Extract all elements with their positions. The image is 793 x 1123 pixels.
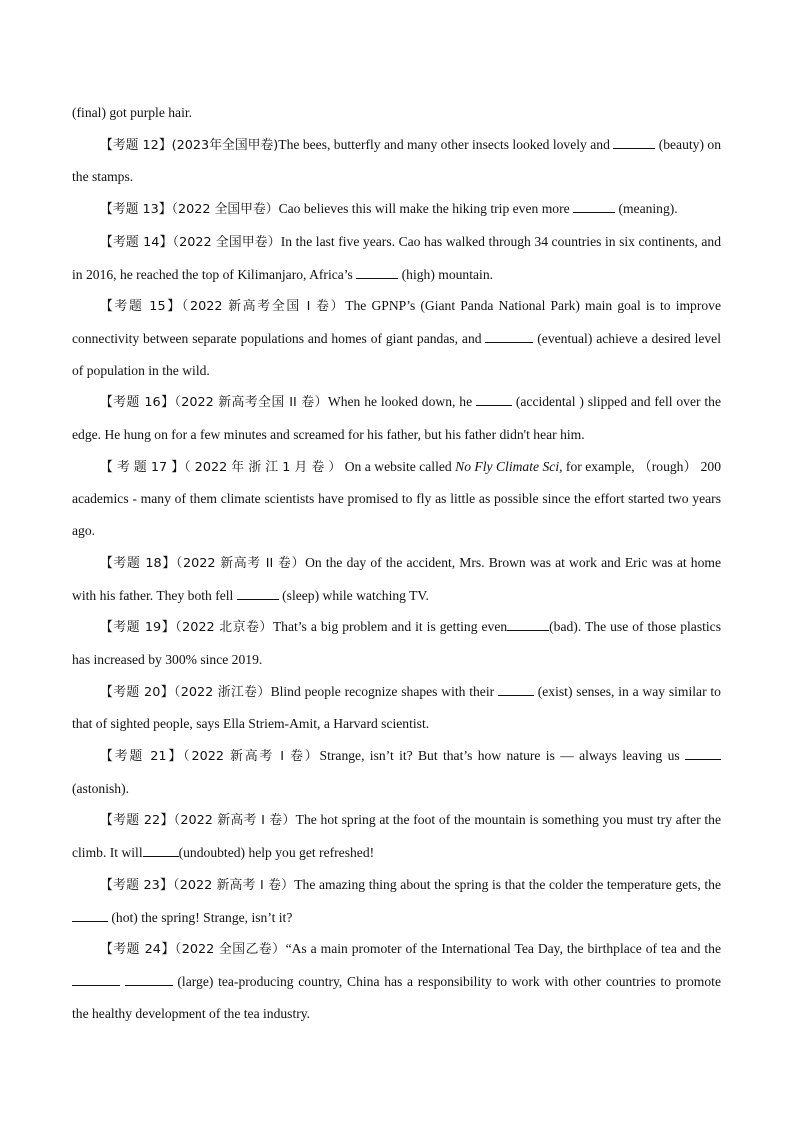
question-tag: 【考题 20】 (100, 684, 174, 700)
question-24: 【考题 24】（2022 全国乙卷）“As a main promoter of the International Tea Day, the birthplace of tea and the (large) tea-producing country, China has a responsibility to work with other countries to promote the healthy development of the tea industry. (72, 941, 721, 1021)
question-source: （2022 新高考 I 卷） (183, 749, 320, 765)
answer-blank (498, 683, 534, 696)
question-source: （2022 全国乙卷） (174, 942, 286, 958)
question-source: （2022 新高考 I 卷） (173, 877, 295, 893)
question-tag: 【考题 15】 (100, 299, 182, 315)
question-source: (2023年全国甲卷) (171, 137, 279, 153)
question-19: 【考题 19】（2022 北京卷）That’s a big problem and it is getting even (bad). The use of those plastics has increased by 300% since 2019. (72, 619, 721, 667)
answer-blank (685, 747, 721, 760)
question-12: 【考题 12】(2023年全国甲卷)The bees, butterfly and many other insects looked lovely and (beauty) on the stamps. (72, 136, 721, 185)
question-tag: 【考题 16】 (100, 395, 175, 411)
answer-blank (72, 909, 108, 922)
question-tag: 【考题 19】 (100, 620, 176, 636)
question-source: （2022 新高考 I 卷） (173, 813, 296, 829)
question-tag: 【考题 22】 (100, 813, 174, 829)
website-name: No Fly Climate Sci (455, 458, 560, 474)
answer-blank (507, 618, 549, 631)
question-13: 【考题 13】（2022 全国甲卷）Cao believes this will make the hiking trip even more (meaning). (100, 201, 678, 218)
question-11-tail: (final) got purple hair. (72, 105, 193, 120)
question-tag: 【考题 23】 (100, 877, 174, 893)
question-source: （2022 浙江卷） (173, 684, 271, 700)
question-21: 【考题 21】（2022 新高考 I 卷）Strange, isn’t it? But that’s how nature is — always leaving us (astonish). (72, 740, 721, 804)
question-source: （2022 全国甲卷） (172, 234, 281, 250)
question-15: 【考题 15】（2022 新高考全国 I 卷）The GPNP’s (Giant Panda National Park) main goal is to improve connectivity between separate populations and homes of giant pandas, and (eventual) achieve a desired level of population in the wild. (72, 298, 722, 378)
question-18: 【考题 18】（2022 新高考 II 卷）On the day of the accident, Mrs. Brown was at work and Eric was at home with his father. They both fell (sleep) while watching TV. (72, 554, 722, 603)
answer-blank (125, 973, 173, 986)
question-17: 【 考 题 17 】（ 2022 年 浙 江 1 月 卷 ） On a website called No Fly Climate Sci, for example, （rough） 200 academics - many of them climate scientists have promised to fly as little as possible since the effort started two years ago. (72, 458, 721, 539)
question-16: 【考题 16】（2022 新高考全国 II 卷）When he looked down, he (accidental ) slipped and fell over the edge. He hung on for a few minutes and screamed for his father, but his father didn't hear him. (72, 394, 722, 443)
question-tag: 【考题 21】 (100, 749, 184, 765)
question-tag: 【考题 13】 (100, 202, 172, 218)
question-tag: 【考题 24】 (100, 942, 175, 958)
answer-blank (143, 844, 179, 857)
question-22: 【考题 22】（2022 新高考 I 卷）The hot spring at the foot of the mountain is something you must try after the climb. It will (undoubted) help you get refreshed! (72, 812, 721, 861)
question-source: （2022 北京卷） (175, 620, 273, 636)
question-source: （2022 新高考全国 I 卷） (181, 299, 346, 315)
answer-blank (72, 973, 120, 986)
question-tag: 【考题 14】 (100, 234, 173, 250)
question-source: （2022 新高考全国 II 卷） (174, 395, 328, 411)
answer-blank (485, 330, 533, 343)
answer-blank (356, 266, 398, 279)
question-source: （2022 全国甲卷） (171, 202, 279, 218)
answer-blank (476, 393, 512, 406)
question-tag: 【 考 题 17 】 (100, 459, 185, 475)
question-source: （ 2022 年 浙 江 1 月 卷 ） (184, 459, 342, 475)
question-tag: 【考题 12】 (100, 137, 172, 153)
answer-blank (573, 200, 615, 213)
question-23: 【考题 23】（2022 新高考 I 卷）The amazing thing about the spring is that the colder the temperature gets, the (hot) the spring! Strange, isn’t it? (72, 869, 721, 933)
question-list (72, 97, 721, 1029)
answer-blank (613, 136, 655, 149)
question-tag: 【考题 18】 (100, 555, 176, 571)
answer-blank (237, 587, 279, 600)
question-14: 【考题 14】（2022 全国甲卷）In the last five years. Cao has walked through 34 countries in six continents, and in 2016, he reached the top of Kilimanjaro, Africa’s (high) mountain. (72, 233, 721, 282)
question-20: 【考题 20】（2022 浙江卷）Blind people recognize shapes with their (exist) senses, in a way similar to that of sighted people, says Ella Striem-Amit, a Harvard scientist. (72, 683, 721, 732)
question-source: （2022 新高考 II 卷） (175, 555, 306, 571)
